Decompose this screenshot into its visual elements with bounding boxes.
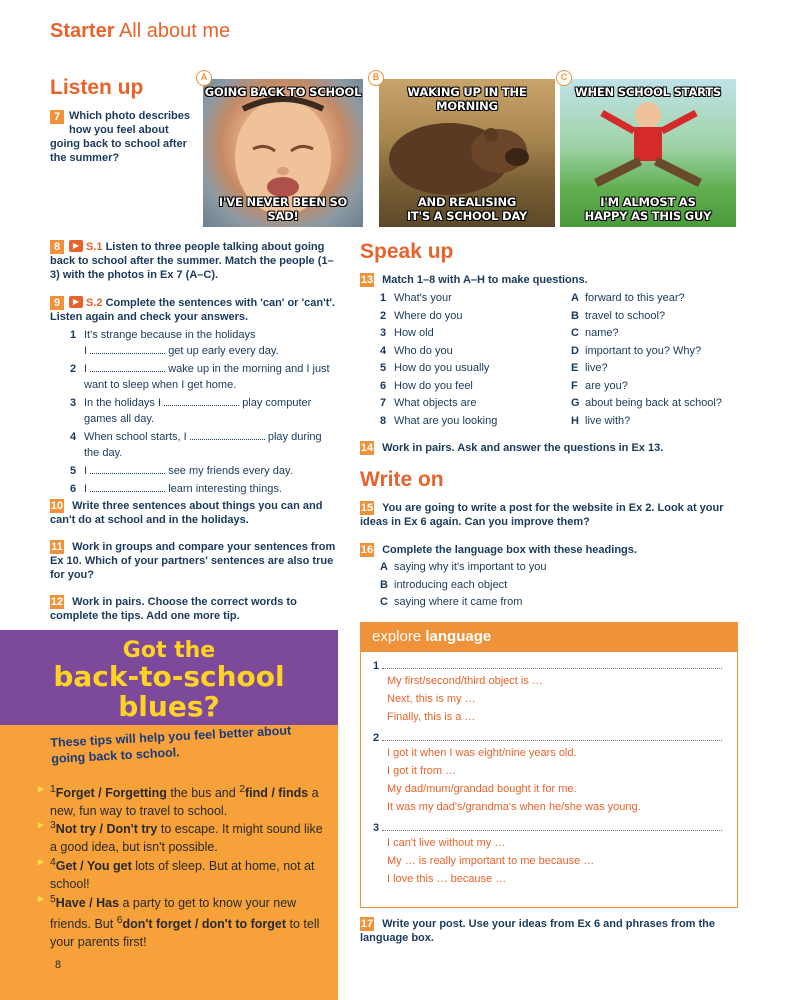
list-item: 3 How old xyxy=(380,327,434,339)
poster-intro: These tips will help you feel better about going back to school. xyxy=(50,723,292,766)
exercise-16 xyxy=(360,543,740,557)
list-item: 8 What are you looking xyxy=(380,414,498,427)
photo-a-top-caption: GOING BACK TO SCHOOL xyxy=(204,85,362,99)
speaker-icon[interactable]: ▶ xyxy=(69,240,83,252)
photo-a-bottom-caption: I'VE NEVER BEEN SO SAD! xyxy=(218,195,348,223)
list-item: C name? xyxy=(571,327,619,339)
list-item: E live? xyxy=(571,362,608,374)
poster-tip: ► $^3$Not try / Don't try to escape. It might sound like a good idea, but isn't possible. xyxy=(50,817,325,856)
matching-left-column xyxy=(380,290,570,430)
arrow-icon: ► xyxy=(36,820,46,831)
photo-b-bottom-line-2: IT'S A SCHOOL DAY xyxy=(406,209,528,223)
exercise-15 xyxy=(360,501,740,529)
list-item: 4 Who do you xyxy=(380,344,453,357)
list-item: 5 How do you usually xyxy=(380,362,490,374)
exercise-text: Match 1–8 with A–H to make questions. xyxy=(382,274,588,286)
exercise-text: You are going to write a post for the website in Ex 2. Look at your ideas in Ex 6 again. Can you improve them? xyxy=(360,502,724,528)
photo-c-bottom-line-1: I'M ALMOST AS xyxy=(600,195,696,209)
poster-header xyxy=(0,630,338,725)
exercise-9 xyxy=(50,296,340,324)
audio-track: S.2 xyxy=(86,297,103,309)
language-group: 2 I got it when I was eight/nine years old. I got it from … My dad/mum/grandad bought it for me. It was my dad's/grandma's when he/she was young. xyxy=(373,732,728,816)
exercise-7 xyxy=(50,109,200,165)
explore-label: explore xyxy=(372,628,422,645)
blank-gap[interactable] xyxy=(90,362,165,372)
exercise-text: Complete the language box with these headings. xyxy=(382,544,637,556)
exercise-number: 14 xyxy=(360,442,374,454)
photo-b-bottom-caption xyxy=(379,195,555,223)
exercise-number: 12 xyxy=(50,596,64,608)
list-item: 1 What's your xyxy=(380,292,452,304)
list-item: B introducing each object xyxy=(380,578,508,591)
write-on-title: Write on xyxy=(360,468,444,491)
arrow-icon: ► xyxy=(36,857,46,868)
list-item: C saying where it came from xyxy=(380,596,523,608)
listen-up-title: Listen up xyxy=(50,76,144,99)
matching-right-column xyxy=(571,290,741,430)
audio-track: S.1 xyxy=(86,241,103,253)
photo-crying-baby xyxy=(203,79,363,227)
page-number: 8 xyxy=(55,959,62,971)
poster-body xyxy=(0,725,338,1000)
photo-c-top-caption: WHEN SCHOOL STARTS xyxy=(574,85,722,99)
poster-title-line-2: back-to-school xyxy=(53,660,285,693)
exercise-number: 15 xyxy=(360,502,374,514)
list-item: 2 Where do you xyxy=(380,309,463,322)
photo-a-badge: A xyxy=(196,70,212,86)
list-item: B travel to school? xyxy=(571,309,666,322)
exercise-number: 17 xyxy=(360,918,374,930)
photo-bear xyxy=(379,79,555,227)
headings-list xyxy=(380,559,740,612)
exercise-12 xyxy=(50,595,340,623)
list-item: 2 I wake up in the morning and I just want to sleep when I get home. xyxy=(70,363,330,391)
list-item: A forward to this year? xyxy=(571,292,685,304)
blank-gap[interactable] xyxy=(90,464,165,474)
exercise-number: 9 xyxy=(50,296,64,310)
blank-gap[interactable] xyxy=(90,482,165,492)
exercise-text: Work in pairs. Choose the correct words to complete the tips. Add one more tip. xyxy=(50,596,297,622)
photo-b-badge: B xyxy=(368,70,384,86)
exercise-number: 7 xyxy=(50,110,64,124)
page-header xyxy=(50,20,230,43)
blank-gap[interactable] xyxy=(90,344,165,354)
arrow-icon: ► xyxy=(36,894,46,905)
unit-label: Starter xyxy=(50,20,115,42)
poster-title-line-3: blues? xyxy=(118,690,220,723)
exercise-text: Write three sentences about things you can and can't do at school and in the holidays. xyxy=(50,500,323,526)
list-item: A saying why it's important to you xyxy=(380,561,547,573)
arrow-icon: ► xyxy=(36,784,46,795)
explore-language-box xyxy=(360,652,738,908)
exercise-13 xyxy=(360,273,740,287)
explore-language-header xyxy=(360,622,738,652)
poster-tip: ► $^1$Forget / Forgetting the bus and $^2$find / finds a new, fun way to travel to school. xyxy=(50,781,325,820)
blank-gap[interactable] xyxy=(164,396,239,406)
exercise-number: 13 xyxy=(360,274,374,286)
exercise-number: 8 xyxy=(50,240,64,254)
photo-c-badge: C xyxy=(556,70,572,86)
list-item: 6 I learn interesting things. xyxy=(70,482,282,495)
language-group: 1 My first/second/third object is … Next, this is my … Finally, this is a … xyxy=(373,660,728,726)
heading-blank[interactable] xyxy=(382,733,722,741)
list-item: 6 How do you feel xyxy=(380,379,473,392)
list-item: 5 I see my friends every day. xyxy=(70,465,293,477)
heading-blank[interactable] xyxy=(382,661,722,669)
list-item: G about being back at school? xyxy=(571,397,722,409)
exercise-14 xyxy=(360,441,740,455)
list-item: H live with? xyxy=(571,414,631,427)
photo-b-bottom-line-1: AND REALISING xyxy=(417,195,517,209)
exercise-8 xyxy=(50,240,340,282)
list-item: D important to you? Why? xyxy=(571,344,702,357)
exercise-number: 11 xyxy=(51,541,63,553)
exercise-text: Listen to three people talking about going back to school after the summer. Match the people (1–3) with the photos in Ex 7 (A–C). xyxy=(50,241,334,281)
photo-jumping-boy xyxy=(560,79,736,227)
exercise-9-items xyxy=(70,328,345,497)
poster-tip: ► $^4$Get / You get lots of sleep. But at home, not at school! xyxy=(50,854,325,893)
speak-up-title: Speak up xyxy=(360,240,454,263)
unit-title: All about me xyxy=(118,20,231,42)
exercise-number: 10 xyxy=(50,500,64,512)
list-item: 4 When school starts, I play during the day. xyxy=(70,431,322,459)
list-item: 7 What objects are xyxy=(380,397,477,409)
poster-tip: ► $^5$Have / Has a party to get to know your new friends. But $^6$don't forget / don't to forget to tell your parents first! xyxy=(50,891,325,951)
photo-c-bottom-caption xyxy=(560,195,736,223)
list-item: F are you? xyxy=(571,379,628,392)
exercise-text: Which photo describes how you feel about going back to school after the summer? xyxy=(50,110,191,164)
exercise-text: Complete the sentences with 'can' or 'can't'. Listen again and check your answers. xyxy=(50,297,336,323)
photo-b-top-caption: WAKING UP IN THE MORNING xyxy=(407,85,527,113)
exercise-text: Write your post. Use your ideas from Ex 6 and phrases from the language box. xyxy=(360,918,716,944)
exercise-text: Work in groups and compare your sentences from Ex 10. Which of your partners' sentences are also true for you? xyxy=(50,541,336,581)
speaker-icon[interactable]: ▶ xyxy=(69,296,83,308)
exercise-17 xyxy=(360,917,740,945)
exercise-number: 16 xyxy=(360,544,374,556)
heading-blank[interactable] xyxy=(382,823,722,831)
exercise-text: Work in pairs. Ask and answer the questions in Ex 13. xyxy=(382,442,664,454)
poster-title-line-1: Got the xyxy=(122,638,216,663)
photo-c-bottom-line-2: HAPPY AS THIS GUY xyxy=(584,209,712,223)
explore-label-bold: language xyxy=(425,628,492,645)
exercise-10 xyxy=(50,499,340,527)
language-group: 3 I can't live without my … My … is really important to me because … I love this … because … xyxy=(373,822,728,888)
list-item: 1 It's strange because in the holidays I get up early every day. xyxy=(70,329,279,357)
exercise-11 xyxy=(50,540,340,582)
blank-gap[interactable] xyxy=(190,430,265,440)
list-item: 3 In the holidays I play computer games all day. xyxy=(70,397,312,425)
